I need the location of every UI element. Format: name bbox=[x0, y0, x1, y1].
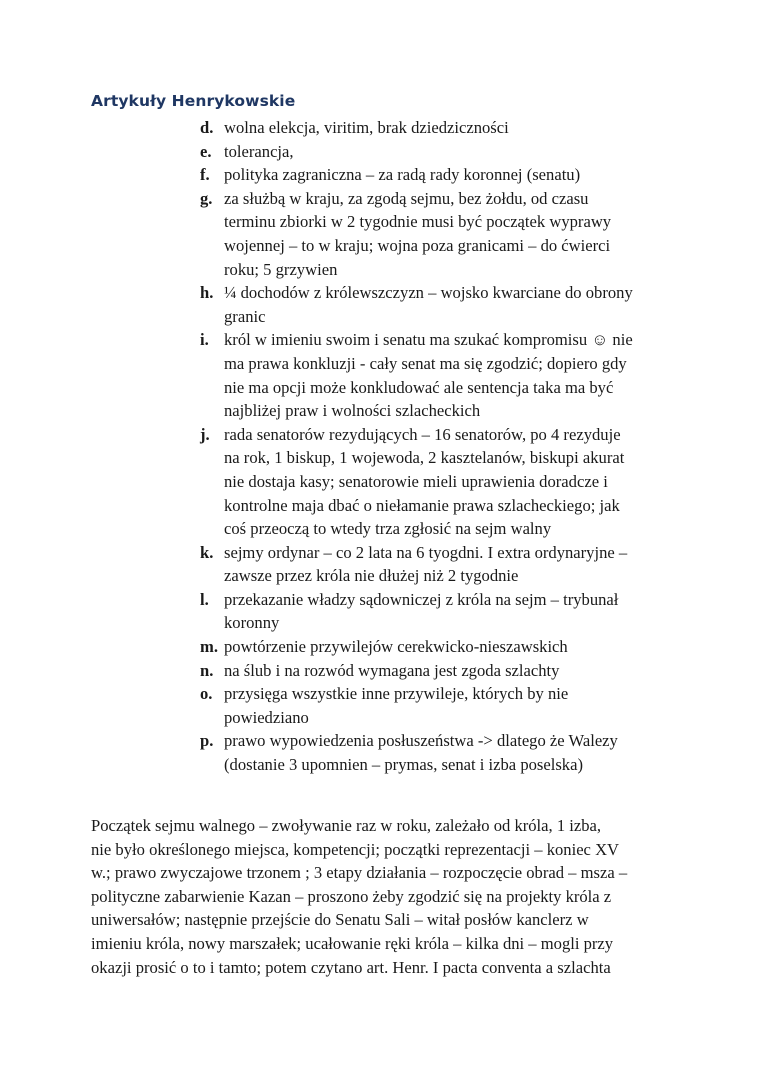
list-item-marker: j. bbox=[200, 424, 210, 444]
list-item bbox=[200, 281, 680, 328]
list-item-marker: f. bbox=[200, 165, 210, 185]
list-item-text: przysięga wszystkie inne przywileje, których by nie powiedziano bbox=[224, 684, 569, 727]
list-item-marker: m. bbox=[200, 637, 218, 657]
list-item-text: ¼ dochodów z królewszczyzn – wojsko kwarciane do obrony granic bbox=[224, 283, 633, 326]
list-item-text: rada senatorów rezydujących – 16 senatorów, po 4 rezyduje na rok, 1 biskup, 1 wojewoda, 2 kasztelanów, biskupi akurat nie dostaja kasy; senatorowie mieli uprawienia doradcze i kontrolne maja dbać o niełamanie prawa szlacheckiego; jak coś przeoczą to wtedy trza zgłosić na sejm walny bbox=[224, 424, 625, 539]
list-item bbox=[200, 140, 680, 164]
body-paragraph: Początek sejmu walnego – zwoływanie raz w roku, zależało od króla, 1 izba, nie było określonego miejsca, kompetencji; początki reprezentacji – koniec XV w.; prawo zwyczajowe trzonem ; 3 etapy działania – rozpoczęcie obrad – msza – polityczne zabarwienie Kazan – proszono żeby zgodzić się na projekty króla z uniwersałów; następnie przejście do Senatu Sali – witał posłów kanclerz w imieniu króla, nowy marszałek; ucałowanie ręki króla – kilka dni – mogli przy okazji prosić o to i tamto; potem czytano art. Henr. I pacta conventa a szlachta bbox=[91, 816, 628, 977]
list-item-text: król w imieniu swoim i senatu ma szukać kompromisu ☺ nie ma prawa konkluzji - cały senat ma się zgodzić; dopiero gdy nie ma opcji może konkludować ale sentencja taka ma być najbliżej praw i wolności szlacheckich bbox=[224, 330, 633, 421]
list-item-text: za służbą w kraju, za zgodą sejmu, bez żołdu, od czasu terminu zbiorki w 2 tygodnie musi być początek wyprawy wojennej – to w kraju; wojna poza granicami – do ćwierci roku; 5 grzywien bbox=[224, 188, 612, 279]
list-item-text: powtórzenie przywilejów cerekwicko-nieszawskich bbox=[224, 637, 568, 657]
list-item-text: na ślub i na rozwód wymagana jest zgoda szlachty bbox=[224, 660, 560, 680]
list-item bbox=[200, 588, 680, 635]
list-item-text: sejmy ordynar – co 2 lata na 6 tyogdni. I extra ordynaryjne – zawsze przez króla nie dłużej niż 2 tygodnie bbox=[224, 542, 628, 586]
list-item-text: wolna elekcja, viritim, brak dziedziczności bbox=[224, 118, 509, 137]
list-item bbox=[200, 328, 680, 422]
list-item bbox=[200, 163, 680, 187]
list-item bbox=[200, 541, 680, 588]
list-item-marker: e. bbox=[200, 141, 212, 161]
list-item-marker: d. bbox=[200, 118, 214, 137]
articles-list bbox=[200, 116, 680, 777]
list-item bbox=[200, 729, 680, 776]
list-item-marker: p. bbox=[200, 731, 214, 751]
list-item-marker: l. bbox=[200, 589, 209, 609]
list-item bbox=[200, 635, 680, 659]
list-item-text: przekazanie władzy sądowniczej z króla na sejm – trybunał koronny bbox=[224, 589, 619, 633]
list-item bbox=[200, 116, 680, 140]
list-item-marker: k. bbox=[200, 542, 214, 562]
list-item bbox=[200, 682, 680, 729]
list-item bbox=[200, 659, 680, 683]
page-title: Artykuły Henrykowskie bbox=[91, 92, 296, 110]
list-item-marker: g. bbox=[200, 188, 213, 208]
list-item-marker: n. bbox=[200, 660, 214, 680]
list-item-marker: h. bbox=[200, 283, 214, 303]
list-item-text: polityka zagraniczna – za radą rady koronnej (senatu) bbox=[224, 165, 581, 185]
list-item bbox=[200, 423, 680, 541]
list-item-marker: i. bbox=[200, 330, 209, 350]
list-item-text: prawo wypowiedzenia posłuszeństwa -> dlatego że Walezy (dostanie 3 upomnien – prymas, senat i izba poselska) bbox=[224, 731, 618, 775]
list-item-text: tolerancja, bbox=[224, 141, 294, 161]
list-item-marker: o. bbox=[200, 684, 213, 704]
list-item bbox=[200, 187, 680, 281]
